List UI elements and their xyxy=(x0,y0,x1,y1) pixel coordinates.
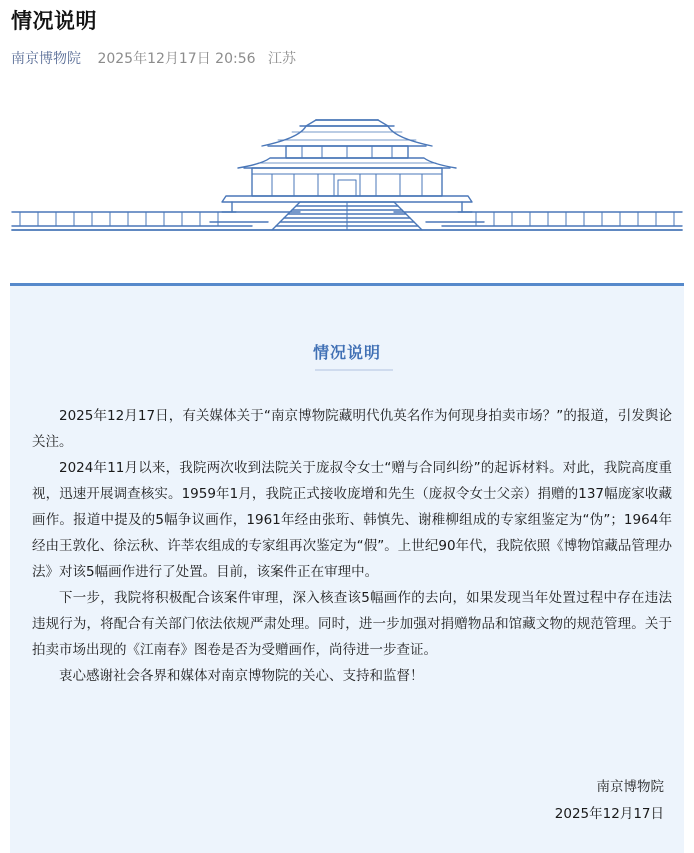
statement-paragraph: 2024年11月以来，我院两次收到法院关于庞叔令女士“赠与合同纠纷”的起诉材料。对此，我院高度重视，迅速开展调查核实。1959年1月，我院正式接收庞增和先生（庞叔令女士父亲）捐赠的137幅庞家收藏画作。报道中提及的5幅争议画作，1961年经由张珩、韩慎先、谢稚柳组成的专家组鉴定为“伪”；1964年经由王敦化、徐沄秋、许莘农组成的专家组再次鉴定为“假”。上世纪90年代，我院依照《博物馆藏品管理办法》对该5幅画作进行了处置。目前，该案件正在审理中。 xyxy=(32,460,672,580)
publish-date: 2025年12月17日 20:56 xyxy=(97,51,256,67)
statement-card xyxy=(10,283,684,853)
signature-org: 南京博物院 xyxy=(596,779,664,795)
statement-paragraph: 2025年12月17日，有关媒体关于“南京博物院藏明代仇英名作为何现身拍卖市场？”的报道，引发舆论关注。 xyxy=(32,408,672,450)
card-heading: 情况说明 xyxy=(312,343,381,362)
museum-building-illustration xyxy=(0,100,694,260)
publish-location: 江苏 xyxy=(267,51,296,67)
statement-paragraph: 衷心感谢社会各界和媒体对南京博物院的关心、支持和监督！ xyxy=(59,668,424,684)
page-title: 情况说明 xyxy=(11,9,97,33)
article-meta xyxy=(11,48,296,68)
statement-body xyxy=(32,403,672,689)
author-link[interactable]: 南京博物院 xyxy=(11,51,81,67)
statement-paragraph: 下一步，我院将积极配合该案件审理，深入核查该5幅画作的去向，如果发现当年处置过程中存在违法违规行为，将配合有关部门依法依规严肃处理。同时，进一步加强对捐赠物品和馆藏文物的规范管理。关于拍卖市场出现的《江南春》图卷是否为受赠画作，尚待进一步查证。 xyxy=(32,590,672,658)
card-heading-underline xyxy=(315,369,393,371)
signature-date: 2025年12月17日 xyxy=(554,806,664,822)
signature-block xyxy=(555,774,664,828)
